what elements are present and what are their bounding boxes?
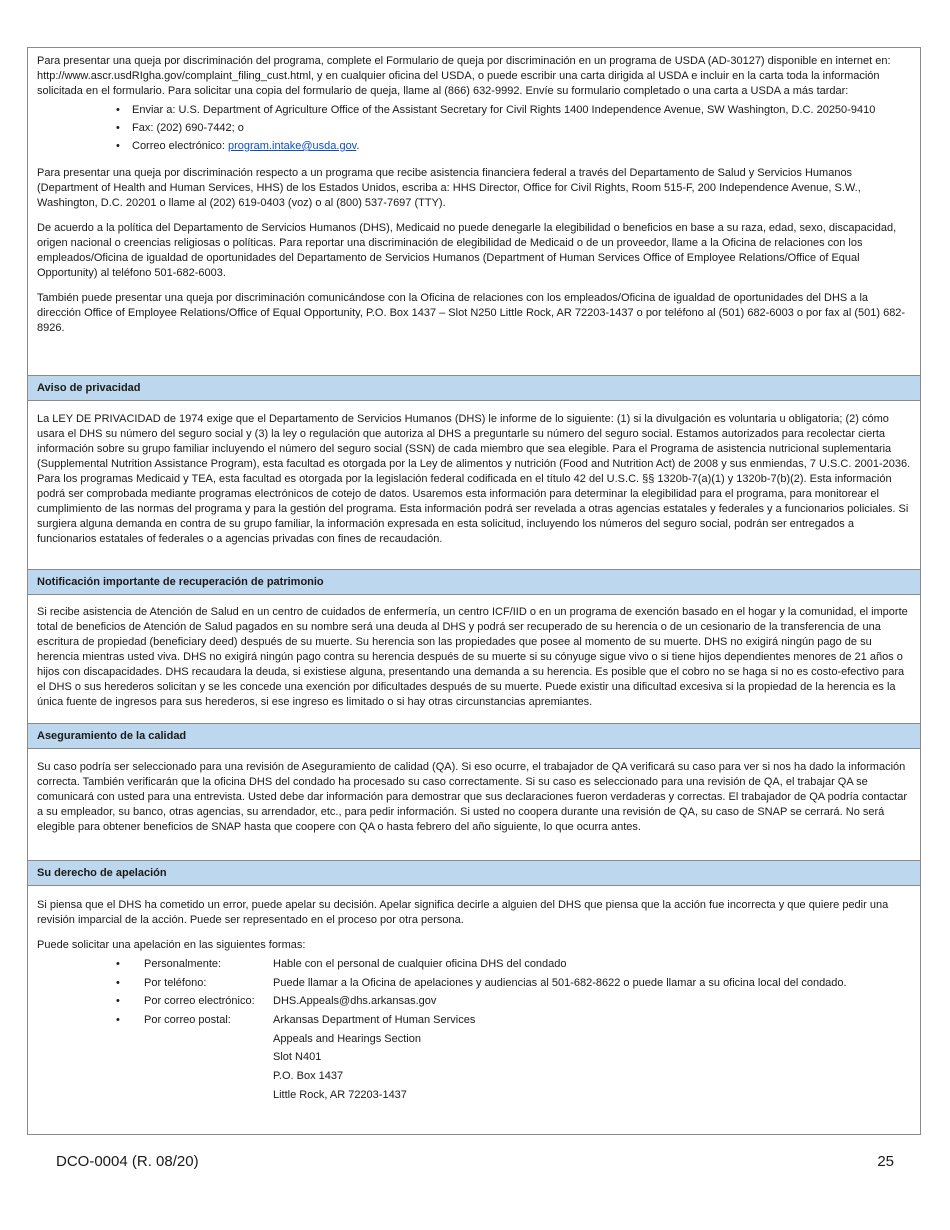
appeal-section — [28, 861, 920, 1134]
list-item: • Enviar a: U.S. Department of Agriculture Office of the Assistant Secretary for Civil Rights 1400 Independence Avenue, SW Washington, D.C. 20250-9410 — [116, 104, 876, 116]
page-footer — [56, 1153, 894, 1170]
estate-recovery-section — [28, 570, 920, 724]
intro-paragraph-3: De acuerdo a la política del Departamento de Servicios Humanos (DHS), Medicaid no puede denegarle la elegibilidad o beneficios en base a su raza, edad, sexo, discapacidad, origen nacional o creencias religiosas o políticas. Para reportar una discriminación de elegibilidad de Medicaid o de un proveedor, llame a la Oficina de relaciones con los empleados/Oficina de igualdad de oportunidades del Departamento de Servicios Humanos (Department of Human Services Office of Employee Relations/Office of Equal Opportunity) al teléfono 501-682-6003. — [37, 222, 897, 279]
usda-email-link[interactable]: program.intake@usda.gov — [228, 140, 357, 152]
quality-assurance-heading: Aseguramiento de la calidad — [28, 724, 920, 749]
mail-address-line: Slot N401 — [273, 1051, 322, 1064]
intro-paragraph-4: También puede presentar una queja por discriminación comunicándose con la Oficina de relaciones con los empleados/Oficina de igualdad de oportunidades del DHS a la dirección Office of Employee Relations/Office of Equal Opportunity, P.O. Box 1437 – Slot N250 Little Rock, AR 72203-1437 o por teléfono al (501) 682-6003 o por fax al (501) 682-8926. — [37, 292, 906, 334]
estate-recovery-text: Si recibe asistencia de Atención de Salud en un centro de cuidados de enfermería, un centro ICF/IID o en un programa de exención basado en el hogar y la comunidad, el importe total de beneficios de Atención de Salud pagados en su nombre será una deuda al DHS y podrá ser recuperado de su herencia o de un cesionario de la transferencia de una escritura de propiedad (beneficiary deed) después de su muerte. Su herencia son las propiedades que posee al momento de su muerte. DHS no exigirá ningún pago de su herencia mientras usted viva. DHS no exigirá ningún pago contra su herencia después de su muerte si su cónyuge sigue vivo o si tiene hijos dependientes menores de 21 años o hijos con discapacidades. DHS recaudara la deuda, si existiese alguna, presentando una demanda a su herencia. Es posible que el cobro no se haga si no es costo-efectivo para el DHS o sus herederos solicitan y se les concede una exención por dificultades después de su muerte. Puede existir una dificultad excesiva si la propiedad de la herencia es la única fuente de ingresos para sus herederos, si ese ingreso es limitado o si hay otras circunstancias apremiantes. — [37, 606, 908, 708]
estate-recovery-heading: Notificación importante de recuperación de patrimonio — [28, 570, 920, 595]
intro-paragraph-2: Para presentar una queja por discriminación respecto a un programa que recibe asistencia financiera federal a través del Departamento de Salud y Servicios Humanos (Department of Health and Human Services, HHS) de los Estados Unidos, escriba a: HHS Director, Office for Civil Rights, Room 515-F, 200 Independence Avenue, S.W., Washington, D.C. 20201 o llame al (202) 619-0403 (voz) o al (800) 537-7697 (TTY). — [37, 167, 861, 209]
list-item: • Fax: (202) 690-7442; o — [116, 122, 244, 134]
appeal-method-phone: • Por teléfono: Puede llamar a la Oficina de apelaciones y audiencias al 501-682-8622 o puede llamar a su oficina local del condado. — [116, 976, 847, 989]
appeal-method-mail: • Por correo postal: Arkansas Department of Human Services — [116, 1014, 476, 1027]
document-frame — [27, 47, 921, 1135]
intro-section — [28, 48, 920, 376]
usda-contact-list — [37, 103, 911, 154]
page-number: 25 — [877, 1153, 894, 1170]
quality-assurance-text: Su caso podría ser seleccionado para una revisión de Aseguramiento de calidad (QA). Si eso ocurre, el trabajador de QA verificará su caso para ver si nos ha dado la información correcta. También verificarán que la oficina DHS del condado ha procesado su caso correctamente. Si su caso es seleccionado para una revisión de QA, el trabajar QA se comunicará con usted para una entrevista. Usted debe dar información para demostrar que sus declaraciones fueron verdaderas y correctas. El trabajador de QA podría contactar a su empleador, su banco, otras agencias, su arrendador, etc., para pedir información. Si usted no coopera durante una revisión de QA, su caso de SNAP se cerrará. No será elegible para obtener beneficios de SNAP hasta que coopere con QA o hasta febrero del año siguiente, lo que ocurra antes. — [37, 761, 908, 833]
privacy-section — [28, 376, 920, 570]
appeal-methods-list — [37, 955, 911, 1105]
appeals-email: DHS.Appeals@dhs.arkansas.gov — [273, 995, 437, 1008]
list-item: • Correo electrónico: program.intake@usda.gov. — [116, 140, 360, 152]
quality-assurance-section — [28, 724, 920, 861]
privacy-text: La LEY DE PRIVACIDAD de 1974 exige que el Departamento de Servicios Humanos (DHS) le informe de lo siguiente: (1) si la divulgación es voluntaria u obligatoria; (2) cómo usara el DHS su número del seguro social y (3) la ley o regulación que autoriza al DHS a preguntarle su número del seguro social. Estamos autorizados para recolectar cierta información sobre su grupo familiar incluyendo el número del seguro social (SSN) de cada miembro que sea elegible. Para el Programa de asistencia nutricional suplementaria (Supplemental Nutrition Assistance Program), esta facultad es otorgada por la Ley de alimentos y nutrición (Food and Nutrition Act) de 2008 y sus enmiendas, 7 U.S.C. 2001-2036. Para los programas Medicaid y TEA, esta facultad es otorgada por la legislación federal codificada en el título 42 del U.S.C. §§ 1320b-7(a)(1) y 1320b-7(b)(2). Esta información podrá ser comprobada mediante programas electrónicos de cotejo de datos. Usaremos esta información para determinar la elegibilidad para el programa, para monitorear el cumplimiento de las normas del programa y para la gestión del programa. Esta información podrá ser revelada a otras agencias estatales y federales y a funcionarios policiales. Si surgiera alguna demanda en contra de su grupo familiar, la información expresada en esta solicitud, incluyendo los números del seguro social, podrán ser entregados a funcionarios estatales of federales o a agencias privadas con fines de recaudación. — [37, 413, 911, 545]
mail-address-line: P.O. Box 1437 — [273, 1070, 344, 1083]
appeal-paragraph-1: Si piensa que el DHS ha cometido un error, puede apelar su decisión. Apelar significa decirle a alguien del DHS que piensa que la acción fue incorrecta y que quiere pedir una revisión imparcial de la acción. Puede ser representado en el proceso por otra persona. — [37, 899, 889, 926]
appeal-method-in-person: • Personalmente: Hable con el personal de cualquier oficina DHS del condado — [116, 958, 567, 970]
form-id: DCO-0004 (R. 08/20) — [56, 1153, 199, 1170]
appeal-method-email: • Por correo electrónico: DHS.Appeals@dhs.arkansas.gov — [37, 992, 911, 1011]
privacy-heading: Aviso de privacidad — [28, 376, 920, 401]
mail-address-line: Appeals and Hearings Section — [273, 1032, 421, 1045]
intro-paragraph-1: Para presentar una queja por discriminación del programa, complete el Formulario de queja por discriminación en un programa de USDA (AD-30127) disponible en internet en: http://www.ascr.usdRIgha.gov/complaint_filing_cust.html, y en cualquier oficina del USDA, o puede escribir una carta dirigida al USDA e incluir en la carta toda la información solicitada en el formulario. Para solicitar una copia del formulario de queja, llame al (866) 632-9992. Envíe su formulario completado o una carta a USDA a más tardar: — [37, 55, 891, 97]
mail-address-line: Little Rock, AR 72203-1437 — [273, 1088, 407, 1101]
appeal-heading: Su derecho de apelación — [28, 861, 920, 886]
appeal-paragraph-2: Puede solicitar una apelación en las siguientes formas: — [37, 939, 306, 951]
